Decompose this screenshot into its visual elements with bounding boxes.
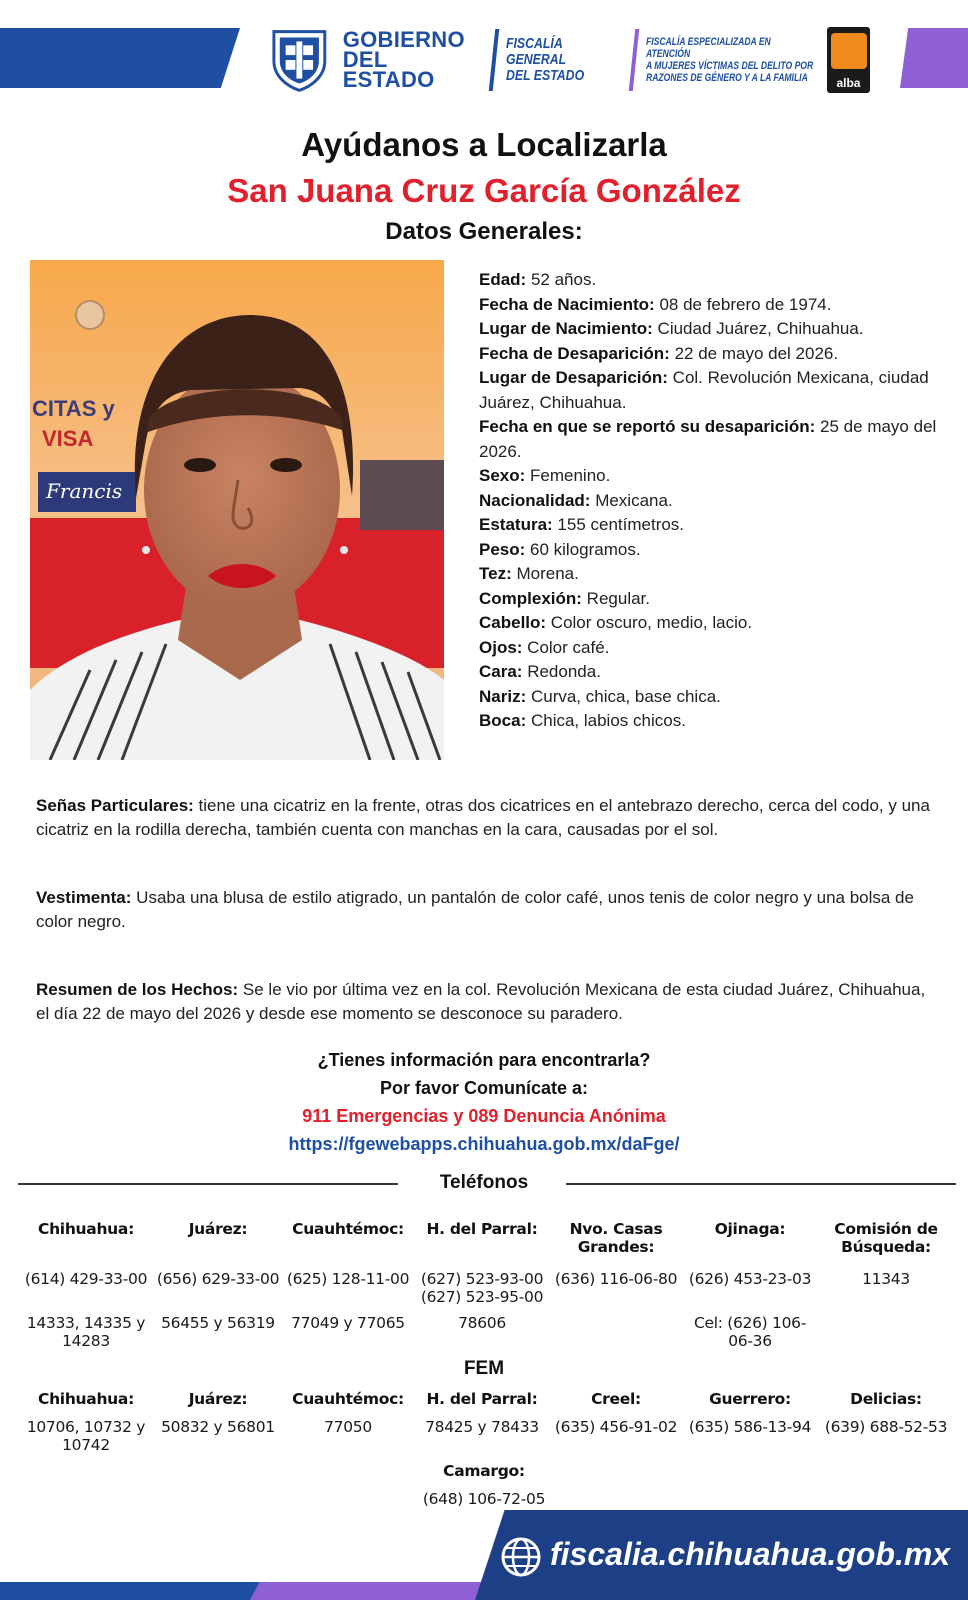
data-row-value: Redonda. (522, 662, 601, 681)
data-row (479, 342, 949, 367)
phone-city: Juárez: (188, 1220, 248, 1238)
phone-extension: 78606 (458, 1314, 506, 1332)
senas-paragraph (36, 794, 936, 841)
fem-number: (635) 456-91-02 (554, 1418, 678, 1436)
fge-line1: FISCALÍA GENERAL (506, 35, 567, 68)
photo-sign-text-3: Francis (46, 479, 123, 503)
phone-number: 11343 (862, 1270, 910, 1288)
data-row-value: 60 kilogramos. (525, 539, 641, 559)
data-row (479, 685, 949, 710)
state-shield-icon (270, 27, 329, 93)
data-row-value: Mexicana. (590, 490, 673, 510)
data-row-label: Edad: (479, 270, 527, 289)
data-row (479, 660, 949, 685)
fem-number: 78425 y 78433 (425, 1418, 539, 1436)
fem-line1: FISCALÍA ESPECIALIZADA EN ATENCIÓN (645, 36, 771, 60)
data-row-value: Ciudad Juárez, Chihuahua. (652, 319, 864, 338)
header-band-right (900, 28, 968, 88)
data-row (479, 317, 949, 342)
alba-label: alba (836, 76, 861, 90)
photo-sign-text-1: CITAS y (32, 396, 115, 421)
data-row (479, 293, 949, 318)
fge-logo-text (506, 36, 601, 84)
data-row-label: Lugar de Nacimiento: (479, 319, 653, 338)
header-divider-purple (628, 29, 638, 91)
phone-number: (626) 453-23-03 (688, 1270, 812, 1288)
general-data-list (479, 268, 949, 734)
data-row-label: Nariz: (479, 686, 527, 706)
fem-number: (635) 586-13-94 (688, 1418, 812, 1436)
data-row-value: 08 de febrero de 1974. (654, 294, 832, 314)
fem-city: Cuauhtémoc: (292, 1390, 404, 1408)
data-row (479, 513, 949, 538)
data-row-label: Tez: (479, 564, 512, 583)
footer-site-link[interactable]: fiscalia.chihuahua.gob.mx (550, 1536, 951, 1572)
person-name: San Juana Cruz García González (227, 172, 741, 209)
phone-city: Chihuahua: (38, 1220, 134, 1238)
phone-number: (627) 523-93-00 (627) 523-95-00 (420, 1270, 544, 1306)
data-row-value: Chica, labios chicos. (526, 711, 686, 730)
vestimenta-paragraph (36, 886, 936, 933)
fem-number: 50832 y 56801 (161, 1418, 275, 1436)
data-row-value: Color café. (522, 637, 610, 657)
data-row (479, 562, 949, 587)
fem-number: (639) 688-52-53 (824, 1418, 948, 1436)
contact-url-link[interactable]: https://fgewebapps.chihuahua.gob.mx/daFge/ (288, 1134, 680, 1154)
phone-city: H. del Parral: (426, 1220, 538, 1238)
data-row-label: Boca: (479, 711, 527, 730)
data-row-label: Fecha de Nacimiento: (479, 294, 655, 314)
data-row (479, 489, 949, 514)
data-row-value: Col. Revolución Mexicana, ciudad Juárez, Chihuahua. (479, 368, 929, 412)
data-row (479, 709, 949, 734)
senas-text: tiene una cicatriz en la frente, otras dos cicatrices en el antebrazo derecho, cerca del codo, y una cicatriz en la rodilla derecha, también cuenta con manchas en la cara, causadas por el sol. (36, 796, 930, 839)
data-row (479, 587, 949, 612)
data-row-value: Morena. (511, 564, 579, 583)
globe-icon (500, 1536, 542, 1578)
phone-number: (614) 429-33-00 (24, 1270, 148, 1288)
data-row (479, 538, 949, 563)
fem-heading: FEM (463, 1358, 505, 1379)
data-row-value: Femenino. (525, 466, 611, 485)
fem-number: 77050 (324, 1418, 372, 1436)
fem-line2: A MUJERES VÍCTIMAS DEL DELITO POR (645, 60, 813, 72)
data-row-label: Sexo: (479, 466, 526, 485)
data-row-label: Fecha en que se reportó su desaparición: (479, 417, 816, 436)
data-row (479, 415, 949, 464)
vestimenta-label: Vestimenta: (36, 888, 132, 907)
photo-sign-text-2: VISA (42, 426, 94, 451)
fem-city: Juárez: (188, 1390, 248, 1408)
data-row-label: Complexión: (479, 588, 582, 608)
vestimenta-text: Usaba una blusa de estilo atigrado, un pantalón de color café, unos tenis de color negro y una bolsa de color negro. (36, 888, 914, 931)
data-row-value: 155 centímetros. (552, 515, 685, 534)
fem-extra-phone: (648) 106-72-05 (422, 1490, 546, 1508)
fem-line3: RAZONES DE GÉNERO Y A LA FAMILIA (645, 72, 808, 84)
header-logos (270, 24, 870, 96)
data-row-label: Cabello: (479, 613, 547, 632)
data-row-value: Regular. (581, 588, 650, 608)
phone-extension: 77049 y 77065 (291, 1314, 405, 1332)
data-row-label: Fecha de Desaparición: (479, 343, 670, 363)
alba-logo (827, 27, 870, 93)
fem-logo-text (646, 36, 814, 84)
senas-label: Señas Particulares: (36, 796, 194, 815)
data-row-value: 22 de mayo del 2026. (669, 343, 839, 363)
data-row (479, 636, 949, 661)
alba-sun-icon (831, 33, 867, 69)
data-row-label: Nacionalidad: (479, 490, 591, 510)
data-row-value: Curva, chica, base chica. (526, 686, 721, 706)
data-row-label: Ojos: (479, 637, 523, 657)
data-row-value: 52 años. (526, 270, 597, 289)
phone-number: (625) 128-11-00 (286, 1270, 410, 1288)
fem-number: 10706, 10732 y 10742 (26, 1418, 146, 1454)
gobierno-logo-text (342, 27, 483, 92)
contact-question: ¿Tienes información para encontrarla? (317, 1050, 651, 1070)
phone-city: Nvo. Casas Grandes: (569, 1220, 663, 1256)
person-photo (30, 260, 444, 760)
section-title-datos: Datos Generales: (385, 218, 583, 245)
fem-city: Chihuahua: (38, 1390, 134, 1408)
contact-emergency: 911 Emergencias y 089 Denuncia Anónima (302, 1106, 666, 1126)
fem-extra-city: Camargo: (443, 1462, 525, 1480)
data-row-label: Cara: (479, 662, 523, 681)
fem-city: Guerrero: (709, 1390, 791, 1408)
resumen-text: Se le vio por última vez en la col. Revolución Mexicana de esta ciudad Juárez, Chihuahua, el día 22 de mayo del 2026 y desde ese momento se desconoce su paradero. (36, 980, 926, 1023)
phone-city: Cuauhtémoc: (292, 1220, 404, 1238)
fge-line2: DEL ESTADO (506, 67, 585, 84)
contact-call: Por favor Comunícate a: (379, 1078, 589, 1098)
fem-city: H. del Parral: (426, 1390, 538, 1408)
phone-city: Comisión de Búsqueda: (834, 1220, 938, 1256)
telefonos-heading: Teléfonos (439, 1172, 529, 1193)
data-row-label: Lugar de Desaparición: (479, 368, 668, 387)
phone-extension: Cel: (626) 106-06-36 (693, 1314, 807, 1350)
data-row-value: 25 de mayo del 2026. (479, 417, 937, 461)
resumen-label: Resumen de los Hechos: (36, 980, 239, 999)
page-title: Ayúdanos a Localizarla (301, 126, 667, 163)
data-row (479, 268, 949, 293)
resumen-paragraph (36, 978, 936, 1025)
phone-city: Ojinaga: (714, 1220, 786, 1238)
data-row (479, 611, 949, 636)
fem-city: Delicias: (850, 1390, 922, 1408)
data-row-value: Color oscuro, medio, lacio. (546, 613, 753, 632)
data-row (479, 464, 949, 489)
header-divider (489, 29, 499, 91)
footer-strip-blue (0, 1582, 260, 1600)
data-row-label: Peso: (479, 539, 526, 559)
gobierno-line1: GOBIERNO (342, 27, 465, 52)
phone-extension: 56455 y 56319 (161, 1314, 275, 1332)
gobierno-line2: DEL ESTADO (342, 47, 435, 92)
phone-number: (656) 629-33-00 (156, 1270, 280, 1288)
header-band-left (0, 28, 240, 88)
fem-city: Creel: (591, 1390, 641, 1408)
phone-extension: 14333, 14335 y 14283 (26, 1314, 146, 1350)
phone-number: (636) 116-06-80 (554, 1270, 678, 1288)
footer-strip-purple (250, 1582, 490, 1600)
data-row-label: Estatura: (479, 515, 553, 534)
data-row (479, 366, 949, 415)
